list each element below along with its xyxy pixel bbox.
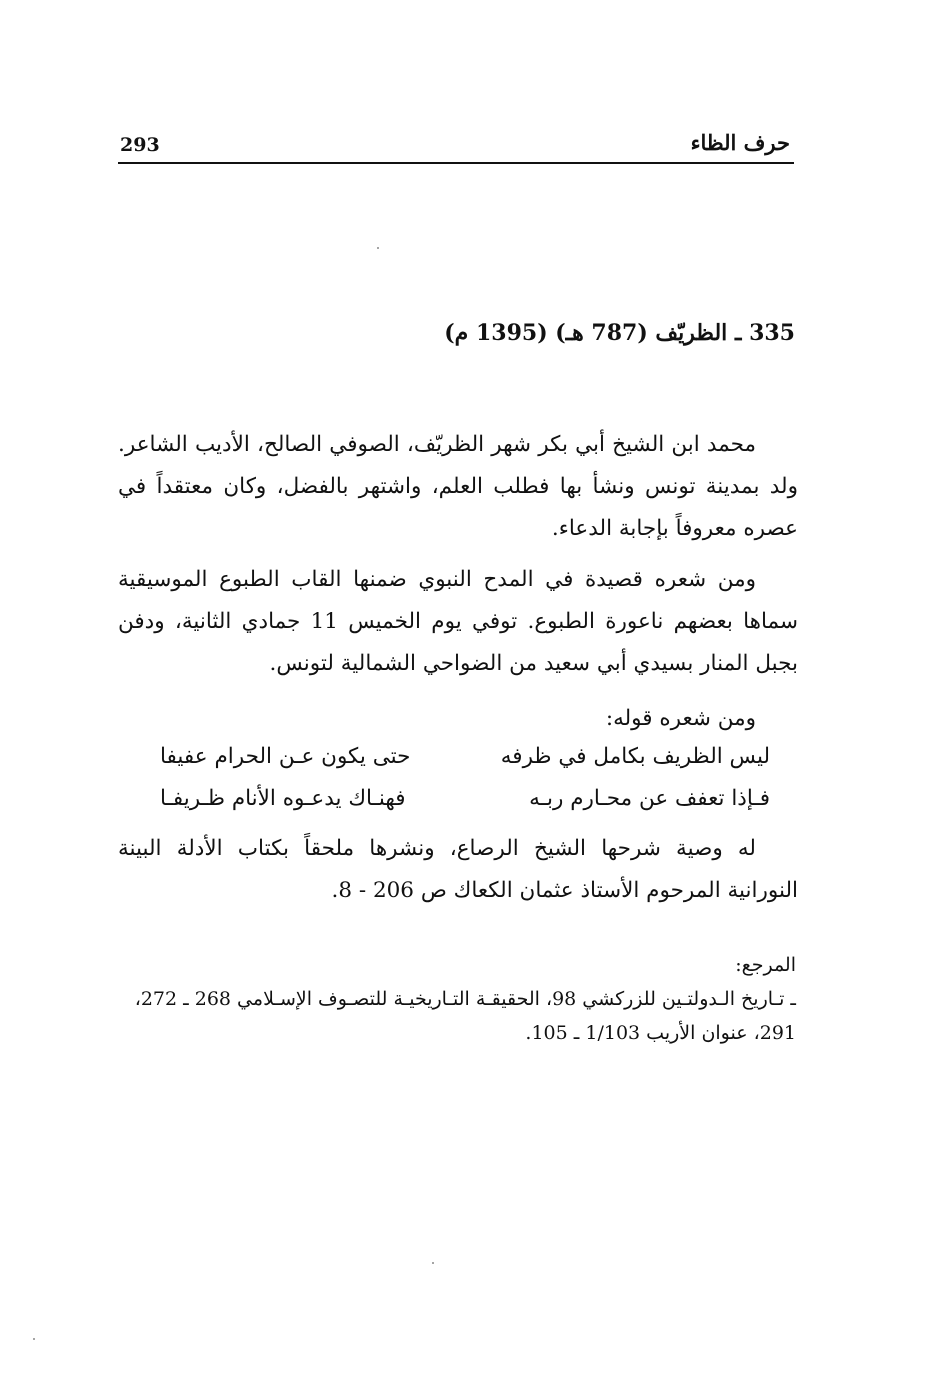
reference-line: ـ تـاريخ الـدولتـين للزركشي 98، الحقيقـة التـاريخيـة للتصـوف الإسـلامي 268 ـ 272،: [134, 988, 796, 1010]
page-number: 293: [120, 134, 160, 156]
paragraph-poem-intro: [118, 698, 798, 740]
poem: [160, 736, 770, 820]
scan-speck: [33, 1338, 35, 1340]
paragraph-biography: [118, 424, 798, 550]
paragraph-text: له وصية شرحها الشيخ الرصاع، ونشرها ملحقاً بكتاب الأدلة البينة النورانية المرحوم الأستاذ عثمان الكعاك ص 206 - 8.: [118, 836, 798, 903]
references-label: المرجع:: [735, 954, 796, 976]
poem-second-hemistich: فهنـاك يدعـوه الأنام ظـريفـا: [160, 786, 406, 811]
poem-first-hemistich: ليس الظريف بكامل في ظرفه: [500, 744, 770, 769]
paragraph-text: محمد ابن الشيخ أبي بكر شهر الظريّف، الصوفي الصالح، الأديب الشاعر. ولد بمدينة تونس ونشأ بها فطلب العلم، واشتهر بالفضل، وكان معتقداً في عصره معروفاً بإجابة الدعاء.: [118, 432, 798, 541]
entry-title: 335 ـ الظريّف (787 هـ) (1395 م): [444, 320, 795, 346]
poem-first-hemistich: فـإذا تعفف عن محـارم ربـه: [529, 786, 770, 811]
poem-verse: [160, 736, 770, 778]
poem-second-hemistich: حتى يكون عـن الحرام عفيفا: [160, 744, 411, 769]
poem-verse: [160, 778, 770, 820]
reference-line: 291، عنوان الأريب 1/103 ـ 105.: [525, 1022, 796, 1044]
paragraph-text: ومن شعره قصيدة في المدح النبوي ضمنها القاب الطبوع الموسيقية سماها بعضهم ناعورة الطبوع. توفي يوم الخميس 11 جمادي الثانية، ودفن بجبل المنار بسيدي أبي سعيد من الضواحي الشمالية لتونس.: [118, 567, 799, 676]
paragraph-will: [118, 828, 798, 912]
paragraph-poetry-death: [118, 559, 798, 685]
scan-speck: [377, 247, 379, 249]
page-header: [118, 128, 794, 164]
references-section: [114, 948, 796, 1050]
scan-speck: [432, 1262, 434, 1264]
running-head: حرف الظاء: [690, 130, 790, 155]
paragraph-text: ومن شعره قوله:: [605, 706, 756, 731]
